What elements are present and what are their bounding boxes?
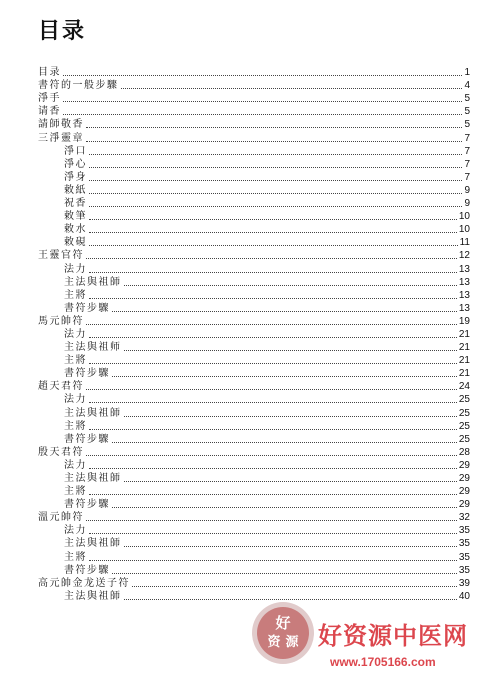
toc-entry-page-number: 13 — [458, 302, 470, 314]
dot-leader — [89, 362, 457, 364]
watermark-brand: 好资源中医网 — [318, 622, 468, 650]
toc-entry[interactable] — [38, 472, 470, 485]
dot-leader — [89, 297, 457, 299]
toc-entry-page-number: 21 — [458, 328, 470, 340]
toc-entry-label: 主法與祖師 — [64, 473, 122, 484]
toc-entry-page-number: 35 — [458, 538, 470, 550]
toc-entry-label: 書符步驟 — [64, 368, 110, 380]
toc-entry-label: 敕筆 — [64, 211, 87, 223]
toc-entry[interactable] — [38, 341, 470, 354]
toc-entry[interactable] — [38, 354, 470, 367]
toc-entry-label: 書符的一般步驟 — [38, 80, 119, 92]
toc-entry-label: 法力 — [64, 263, 87, 275]
toc-entry-label: 敕紙 — [64, 184, 87, 196]
page-title: 目录 — [38, 19, 87, 44]
dot-leader — [121, 87, 463, 89]
toc-entry-label: 主將 — [64, 355, 87, 367]
toc-entry-label: 高元帥金龙送子符 — [38, 577, 130, 589]
toc-entry-page-number: 29 — [458, 459, 470, 471]
toc-entry-label: 主將 — [64, 486, 87, 498]
toc-entry-label: 淨心 — [64, 158, 87, 170]
toc-entry-page-number: 21 — [458, 355, 470, 367]
toc-entry[interactable] — [38, 236, 470, 249]
toc-entry-label: 法力 — [64, 394, 87, 406]
toc-entry-label: 請師敬香 — [38, 119, 84, 131]
dot-leader — [89, 271, 457, 273]
toc-entry-label: 主法與祖師 — [64, 407, 122, 419]
dot-leader — [89, 428, 457, 430]
toc-entry[interactable] — [38, 223, 470, 236]
dot-leader — [89, 166, 462, 168]
toc-entry[interactable] — [38, 524, 470, 537]
dot-leader — [124, 415, 457, 417]
toc-entry-page-number: 9 — [464, 184, 470, 196]
toc-entry-page-number: 11 — [459, 237, 470, 249]
toc-entry-page-number: 12 — [458, 250, 470, 262]
toc-entry-page-number: 4 — [464, 80, 470, 92]
toc-entry-label: 主法與祖師 — [64, 590, 122, 602]
dot-leader — [86, 388, 457, 390]
toc-entry[interactable] — [38, 420, 470, 433]
toc-entry-page-number: 39 — [458, 577, 470, 589]
toc-entry-page-number: 35 — [458, 564, 470, 576]
dot-leader — [63, 74, 462, 76]
toc-entry-label: 王靈官符 — [38, 250, 84, 262]
toc-entry[interactable] — [38, 315, 470, 328]
toc-entry-page-number: 25 — [458, 433, 470, 445]
toc-entry-label: 淨手 — [38, 93, 61, 105]
toc-entry[interactable] — [38, 406, 470, 419]
dot-leader — [89, 467, 457, 469]
dot-leader — [89, 532, 457, 534]
toc-entry[interactable] — [38, 380, 470, 393]
dot-leader — [86, 323, 457, 325]
toc-entry-page-number: 35 — [458, 525, 470, 537]
toc-entry-page-number: 29 — [458, 486, 470, 498]
dot-leader — [124, 284, 457, 286]
toc-entry-page-number: 13 — [458, 276, 470, 288]
toc-entry[interactable] — [38, 145, 470, 158]
dot-leader — [63, 100, 462, 102]
toc-entry[interactable] — [38, 249, 470, 262]
toc-entry-page-number: 24 — [458, 381, 470, 393]
dot-leader — [89, 153, 462, 155]
toc-entry-label: 目录 — [38, 67, 61, 79]
dot-leader — [89, 336, 457, 338]
toc-entry[interactable] — [38, 171, 470, 184]
toc-entry[interactable] — [38, 564, 470, 577]
svg-text:源: 源 — [285, 635, 299, 650]
dot-leader — [112, 572, 457, 574]
toc-entry[interactable] — [38, 367, 470, 380]
toc-entry[interactable] — [38, 158, 470, 171]
toc-entry[interactable] — [38, 485, 470, 498]
dot-leader — [86, 519, 457, 521]
toc-entry-page-number: 35 — [458, 551, 470, 563]
toc-entry-label: 三淨靈章 — [38, 132, 84, 144]
toc-entry-label: 祝香 — [64, 198, 87, 210]
toc-entry-page-number: 32 — [458, 512, 470, 524]
toc-entry-page-number: 7 — [464, 171, 470, 183]
toc-entry-label: 主法與祖師 — [64, 538, 122, 550]
toc-entry-page-number: 21 — [458, 368, 470, 380]
dot-leader — [86, 257, 457, 259]
toc-entry[interactable] — [38, 433, 470, 446]
toc-entry-page-number: 7 — [464, 158, 470, 170]
toc-entry-page-number: 10 — [458, 224, 470, 236]
toc-entry-page-number: 5 — [464, 106, 470, 118]
dot-leader — [124, 349, 457, 351]
toc-entry[interactable] — [38, 184, 470, 197]
toc-entry[interactable] — [38, 92, 470, 105]
dot-leader — [89, 205, 462, 207]
toc-entry-page-number: 1 — [464, 67, 470, 79]
toc-entry-page-number: 25 — [458, 420, 470, 432]
toc-entry-label: 書符步驟 — [64, 302, 110, 314]
toc-entry[interactable] — [38, 118, 470, 131]
toc-entry[interactable] — [38, 197, 470, 210]
toc-entry-page-number: 21 — [458, 342, 470, 354]
dot-leader — [112, 506, 457, 508]
toc-entry-label: 書符步驟 — [64, 499, 110, 511]
toc-entry-label: 法力 — [64, 525, 87, 537]
dot-leader — [89, 179, 462, 181]
dot-leader — [86, 454, 457, 456]
toc-entry-label: 主將 — [64, 551, 87, 563]
watermark-url: www.1705166.com — [330, 655, 436, 669]
toc-entry-page-number: 13 — [458, 263, 470, 275]
toc-entry[interactable] — [38, 537, 470, 550]
toc-entry-page-number: 25 — [458, 394, 470, 406]
toc-entry-page-number: 25 — [458, 407, 470, 419]
toc-entry-label: 淨口 — [64, 145, 87, 157]
toc-entry-label: 馬元帥符 — [38, 315, 84, 327]
toc-entry-page-number: 40 — [458, 590, 470, 602]
toc-entry[interactable] — [38, 511, 470, 524]
dot-leader — [86, 140, 462, 142]
toc-entry[interactable] — [38, 131, 470, 144]
toc-entry[interactable] — [38, 105, 470, 118]
toc-entry-label: 趙天君符 — [38, 381, 84, 393]
dot-leader — [112, 310, 457, 312]
toc-entry[interactable] — [38, 66, 470, 79]
toc-entry-page-number: 9 — [464, 198, 470, 210]
toc-entry-page-number: 28 — [458, 446, 470, 458]
toc-entry-page-number: 5 — [464, 93, 470, 105]
toc-entry-label: 主將 — [64, 289, 87, 301]
toc-entry[interactable] — [38, 79, 470, 92]
toc-entry[interactable] — [38, 328, 470, 341]
svg-text:好: 好 — [275, 614, 291, 632]
toc-entry-label: 主將 — [64, 420, 87, 432]
dot-leader — [124, 480, 457, 482]
toc-entry-label: 主法與祖師 — [64, 276, 122, 288]
toc-entry-label: 敕水 — [64, 224, 87, 236]
watermark-seal — [250, 600, 316, 666]
dot-leader — [89, 244, 458, 246]
toc-entry-page-number: 19 — [458, 315, 470, 327]
toc-entry-label: 殷天君符 — [38, 446, 84, 458]
toc-entry-label: 主法與祖师 — [64, 342, 122, 354]
toc-entry[interactable] — [38, 210, 470, 223]
dot-leader — [124, 545, 457, 547]
dot-leader — [89, 231, 457, 233]
toc-entry-label: 淨身 — [64, 171, 87, 183]
dot-leader — [89, 401, 457, 403]
toc-entry-label: 書符步驟 — [64, 564, 110, 576]
toc-entry[interactable] — [38, 446, 470, 459]
toc-entry-page-number: 29 — [458, 499, 470, 511]
dot-leader — [89, 192, 462, 194]
dot-leader — [86, 126, 462, 128]
toc-entry[interactable] — [38, 302, 470, 315]
dot-leader — [89, 559, 457, 561]
toc-entry-label: 溫元帥符 — [38, 512, 84, 524]
toc-entry-page-number: 10 — [458, 211, 470, 223]
dot-leader — [112, 441, 457, 443]
dot-leader — [112, 375, 457, 377]
toc-entry-page-number: 29 — [458, 473, 470, 484]
toc-entry[interactable] — [38, 289, 470, 302]
toc-entry-page-number: 13 — [458, 289, 470, 301]
toc-entry-label: 書符步驟 — [64, 433, 110, 445]
toc-entry[interactable] — [38, 459, 470, 472]
dot-leader — [89, 218, 457, 220]
dot-leader — [132, 585, 457, 587]
toc-entry[interactable] — [38, 550, 470, 563]
toc-entry-label: 法力 — [64, 328, 87, 340]
table-of-contents — [38, 66, 470, 603]
toc-entry[interactable] — [38, 262, 470, 275]
toc-entry[interactable] — [38, 393, 470, 406]
toc-entry-page-number: 7 — [464, 145, 470, 157]
toc-entry-page-number: 5 — [464, 119, 470, 131]
toc-entry-label: 法力 — [64, 459, 87, 471]
toc-entry[interactable] — [38, 577, 470, 590]
toc-entry[interactable] — [38, 498, 470, 511]
toc-entry-label: 请香 — [38, 106, 61, 118]
toc-entry-page-number: 7 — [464, 132, 470, 144]
svg-text:资: 资 — [267, 635, 281, 650]
toc-entry[interactable] — [38, 276, 470, 289]
dot-leader — [63, 113, 462, 115]
dot-leader — [89, 493, 457, 495]
toc-entry-label: 敕硯 — [64, 237, 87, 249]
